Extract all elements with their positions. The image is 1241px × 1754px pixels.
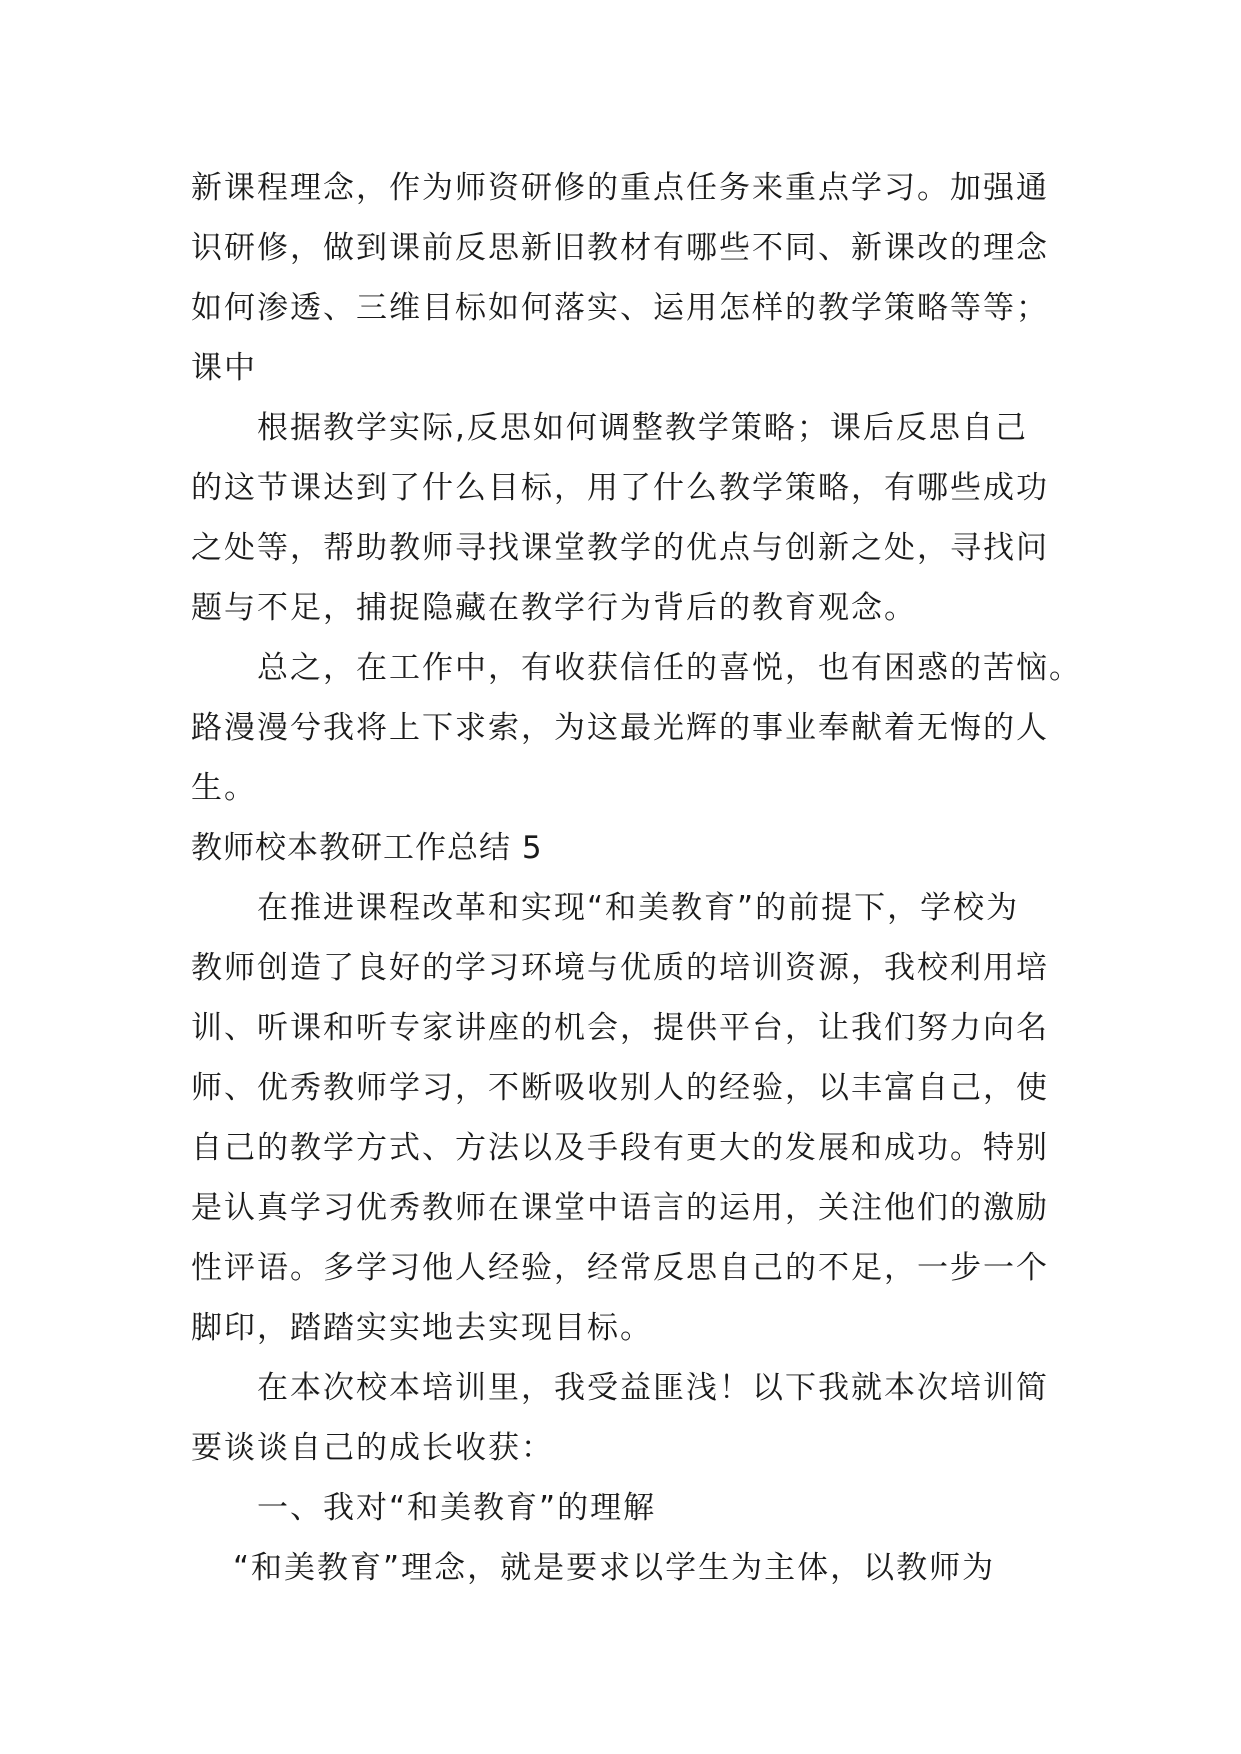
text-line: 自己的教学方式、方法以及手段有更大的发展和成功。特别: [191, 1130, 1049, 1166]
text-line: 生。: [191, 770, 257, 806]
text-line: 题与不足，捕捉隐藏在教学行为背后的教育观念。: [191, 590, 917, 626]
text-line: 脚印，踏踏实实地去实现目标。: [191, 1310, 653, 1346]
document-body: [191, 158, 1082, 1598]
text-line: 新课程理念，作为师资研修的重点任务来重点学习。加强通: [191, 170, 1049, 206]
paragraph-start-line: 根据教学实际,反思如何调整教学策略；课后反思自己: [257, 410, 1028, 446]
text-line: 课中: [191, 350, 257, 386]
paragraph-start-line: “和美教育”理念，就是要求以学生为主体，以教师为: [233, 1550, 996, 1586]
text-line: 路漫漫兮我将上下求索，为这最光辉的事业奉献着无悔的人: [191, 710, 1049, 746]
subheading-line: 一、我对“和美教育”的理解: [257, 1490, 657, 1526]
text-line: 识研修，做到课前反思新旧教材有哪些不同、新课改的理念: [191, 230, 1049, 266]
text-line: 是认真学习优秀教师在课堂中语言的运用，关注他们的激励: [191, 1190, 1049, 1226]
text-line: 训、听课和听专家讲座的机会，提供平台，让我们努力向名: [191, 1010, 1049, 1046]
text-line: 的这节课达到了什么目标，用了什么教学策略，有哪些成功: [191, 470, 1049, 506]
text-line: 要谈谈自己的成长收获：: [191, 1430, 554, 1466]
text-line: 之处等，帮助教师寻找课堂教学的优点与创新之处，寻找问: [191, 530, 1049, 566]
paragraph-start-line: 总之，在工作中，有收获信任的喜悦，也有困惑的苦恼。: [257, 650, 1082, 686]
paragraph-start-line: 在本次校本培训里，我受益匪浅！以下我就本次培训简: [257, 1370, 1049, 1406]
paragraph-start-line: 在推进课程改革和实现“和美教育”的前提下，学校为: [257, 890, 1020, 926]
text-line: 如何渗透、三维目标如何落实、运用怎样的教学策略等等；: [191, 290, 1049, 326]
text-line: 性评语。多学习他人经验，经常反思自己的不足，一步一个: [191, 1250, 1049, 1286]
section-heading: 教师校本教研工作总结 5: [191, 830, 543, 866]
text-line: 教师创造了良好的学习环境与优质的培训资源，我校利用培: [191, 950, 1049, 986]
text-line: 师、优秀教师学习，不断吸收别人的经验，以丰富自己，使: [191, 1070, 1049, 1106]
